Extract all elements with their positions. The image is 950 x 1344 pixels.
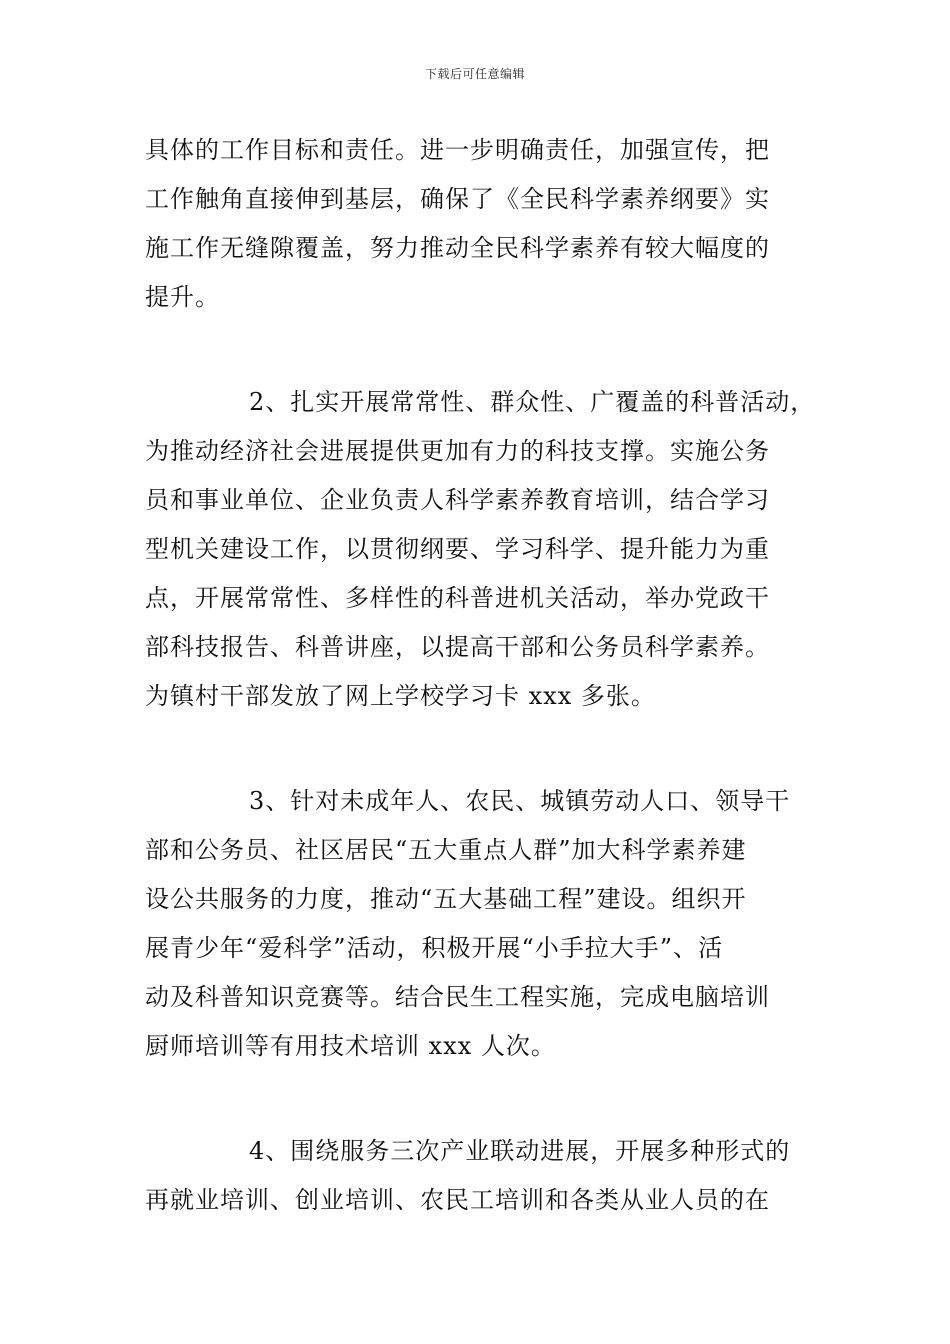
text-line: 提升。 <box>145 283 220 311</box>
text-line: 动及科普知识竞赛等。结合民生工程实施，完成电脑培训 <box>145 983 770 1011</box>
paragraph-2 <box>145 378 815 721</box>
paragraph-gap <box>145 1071 815 1127</box>
paragraph-3 <box>145 777 815 1071</box>
paragraph-gap <box>145 721 815 777</box>
text-line: 厨师培训等有用技术培训 xxx 人次。 <box>145 1032 556 1060</box>
text-line: 型机关建设工作，以贯彻纲要、学习科学、提升能力为重 <box>145 535 770 563</box>
page-header: 下载后可任意编辑 <box>424 67 525 81</box>
text-line: 部和公务员、社区居民“五大重点人群”加大科学素养建 <box>145 836 747 864</box>
text-line-first: 3、针对未成年人、农民、城镇劳动人口、领导干 <box>249 787 791 815</box>
text-line: 展青少年“爱科学”活动，积极开展“小手拉大手”、活 <box>145 934 724 962</box>
text-line: 为镇村干部发放了网上学校学习卡 xxx 多张。 <box>145 682 656 710</box>
text-line: 点，开展常常性、多样性的科普进机关活动，举办党政干 <box>145 584 770 612</box>
paragraph-4 <box>145 1127 815 1225</box>
text-line: 设公共服务的力度，推动“五大基础工程”建设。组织开 <box>145 885 747 913</box>
text-line: 再就业培训、创业培训、农民工培训和各类从业人员的在 <box>145 1186 770 1214</box>
text-line: 为推动经济社会进展提供更加有力的科技支撑。实施公务 <box>145 437 770 465</box>
text-line: 部科技报告、科普讲座，以提高干部和公务员科学素养。 <box>145 633 770 661</box>
text-line: 工作触角直接伸到基层，确保了《全民科学素养纲要》实 <box>145 185 770 213</box>
document-body <box>145 126 815 1225</box>
text-line: 施工作无缝隙覆盖，努力推动全民科学素养有较大幅度的 <box>145 234 770 262</box>
text-line: 具体的工作目标和责任。进一步明确责任，加强宣传，把 <box>145 136 770 164</box>
text-line-first: 4、围绕服务三次产业联动进展，开展多种形式的 <box>249 1137 791 1165</box>
paragraph-gap <box>145 322 815 378</box>
paragraph-1 <box>145 126 815 322</box>
text-line-first: 2、扎实开展常常性、群众性、广覆盖的科普活动， <box>249 388 816 416</box>
text-line: 员和事业单位、企业负责人科学素养教育培训，结合学习 <box>145 486 770 514</box>
